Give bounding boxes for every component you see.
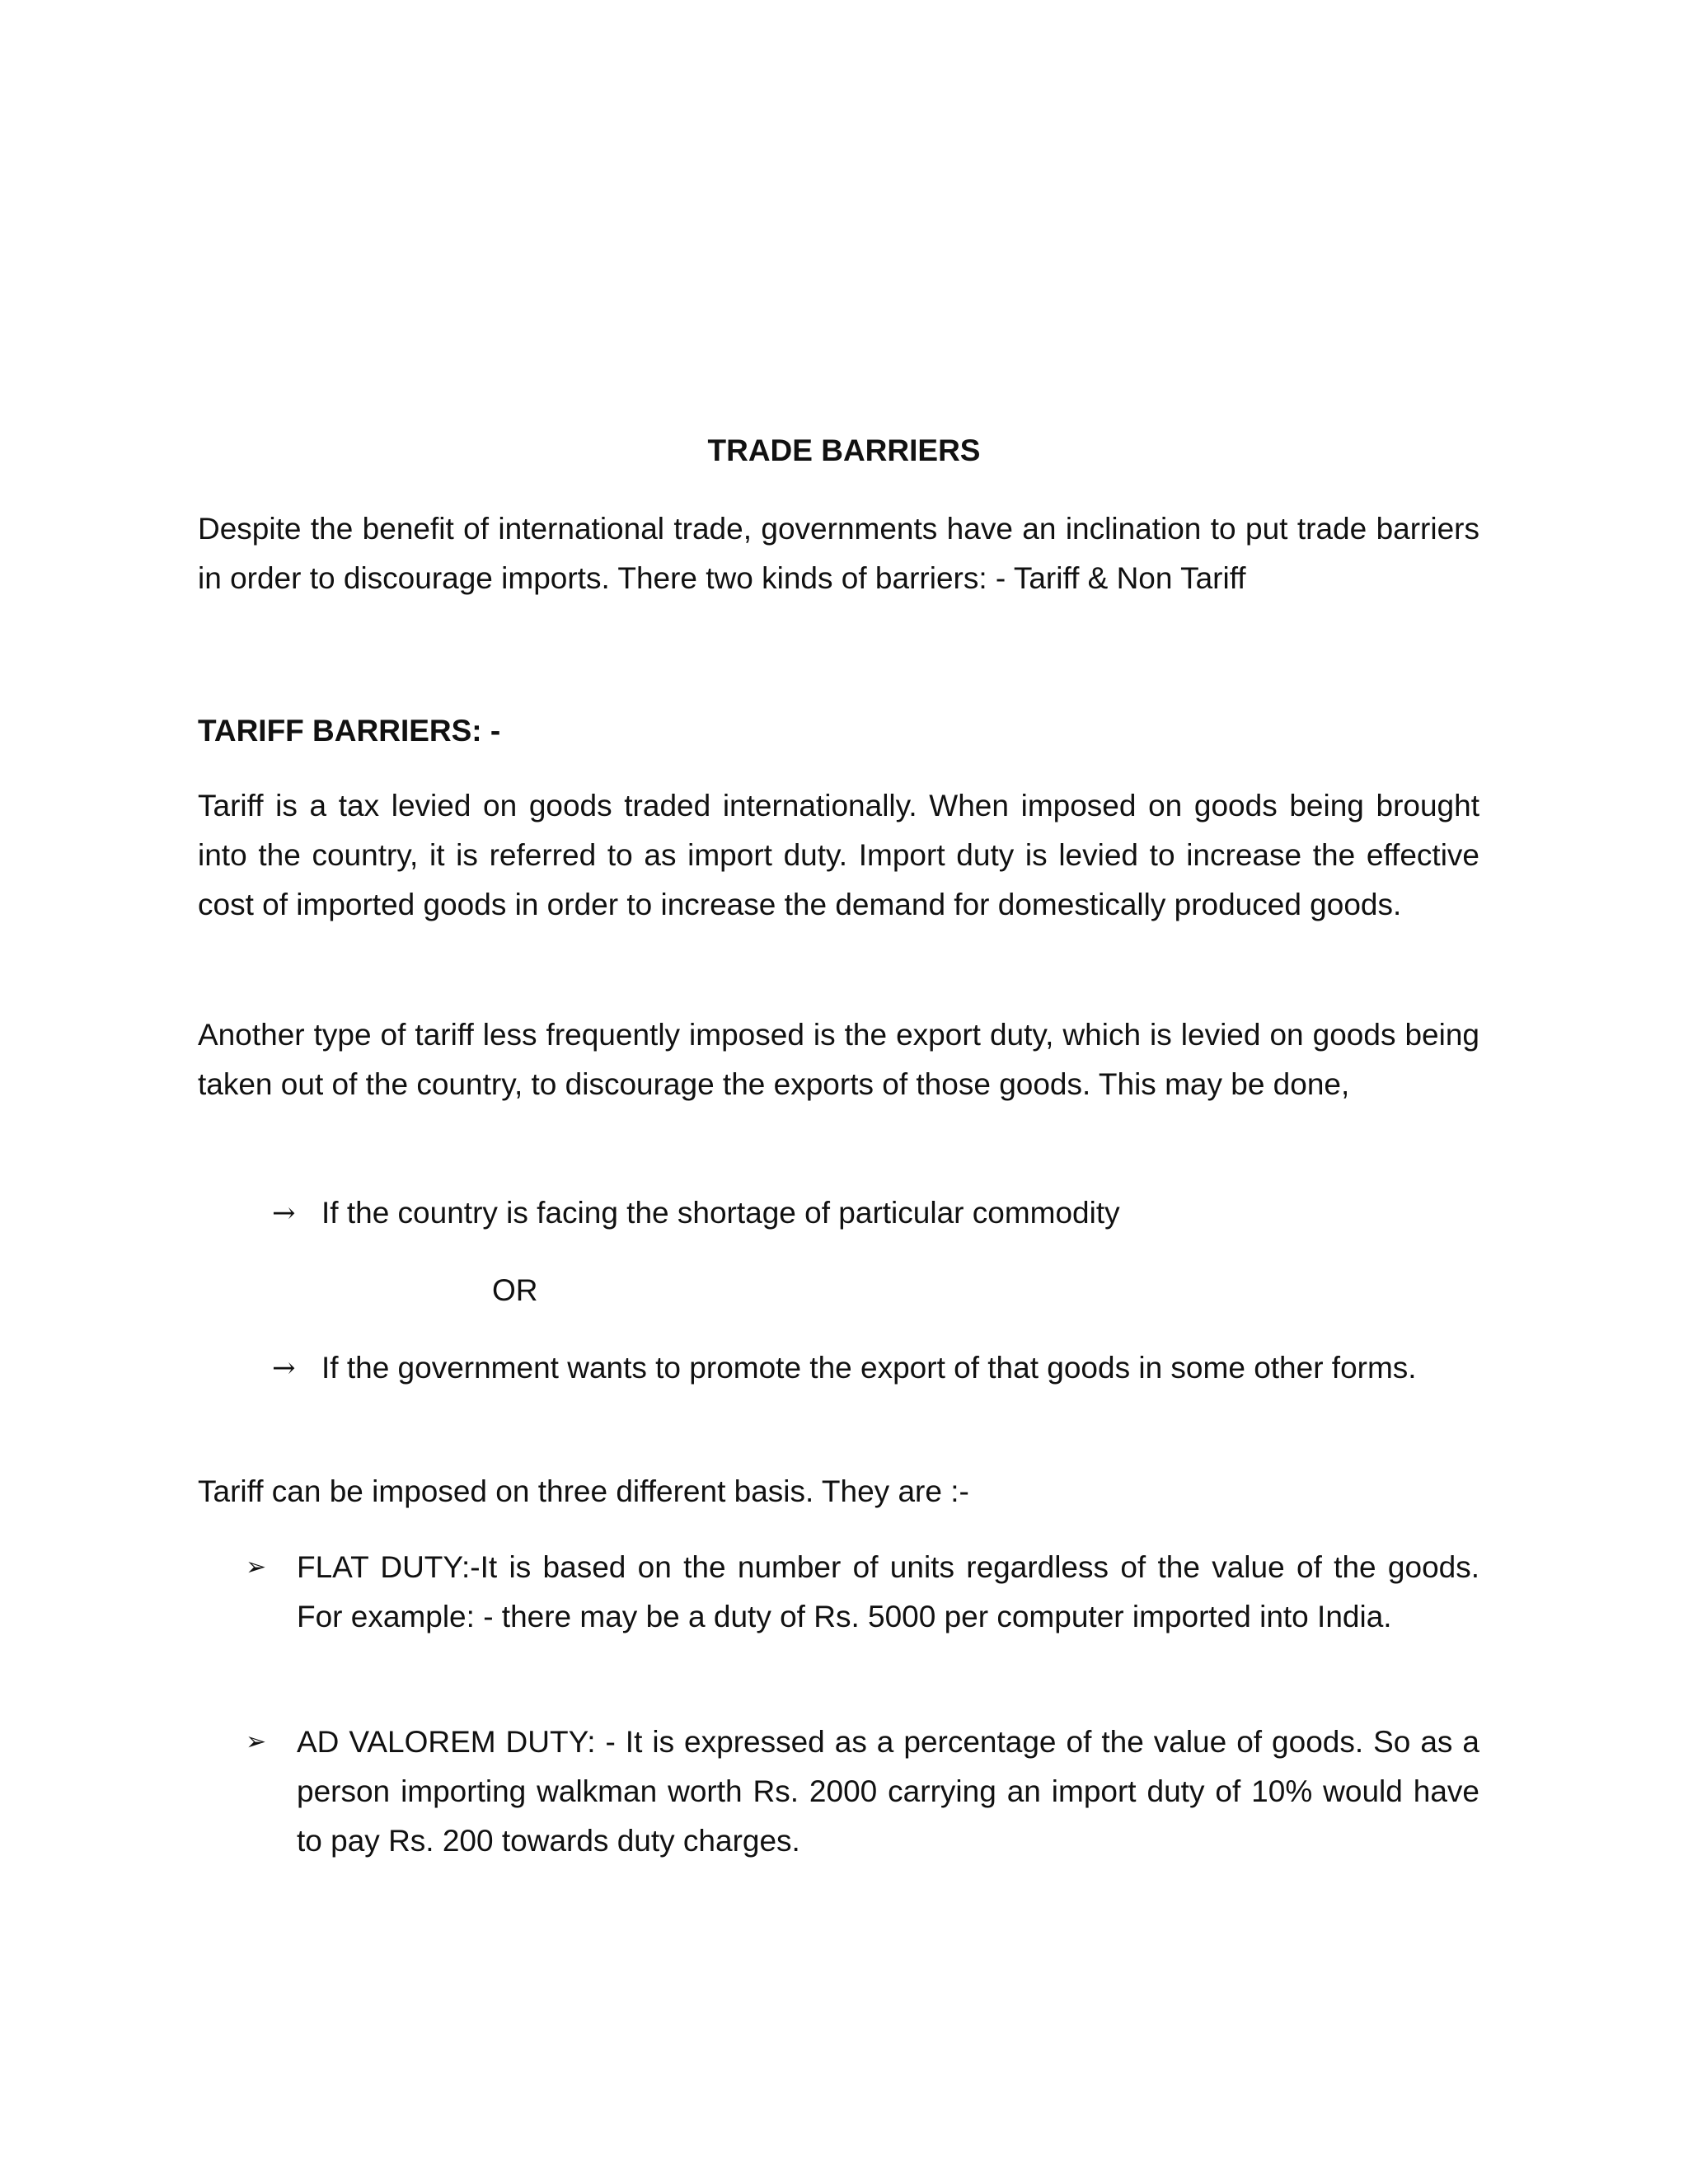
or-separator: OR: [492, 1273, 538, 1307]
tariff-basis-paragraph: Tariff can be imposed on three different basis. They are :-: [198, 1474, 969, 1508]
arrowhead-bullet-icon: ➢: [246, 1727, 267, 1756]
export-duty-paragraph: Another type of tariff less frequently imposed is the export duty, which is levied on goods being taken out of the country, to discourage the exports of those goods. This may be done,: [198, 1018, 1479, 1101]
tariff-definition-paragraph: Tariff is a tax levied on goods traded internationally. When imposed on goods being brought into the country, it is referred to as import duty. Import duty is levied to increase the effective cost of imported goods in order to increase the demand for domestically produced goods.: [198, 789, 1479, 921]
page-title: TRADE BARRIERS: [707, 434, 981, 467]
intro-paragraph: Despite the benefit of international trade, governments have an inclination to put trade barriers in order to discourage imports. There two kinds of barriers: - Tariff & Non Tariff: [198, 512, 1479, 595]
section-heading-tariff-barriers: TARIFF BARRIERS: -: [198, 714, 501, 748]
right-arrow-icon: →: [272, 1197, 296, 1230]
right-arrow-icon: →: [272, 1352, 296, 1385]
bullet-text: FLAT DUTY:-It is based on the number of units regardless of the value of the goods. For example: - there may be a duty of Rs. 5000 per computer imported into India.: [297, 1550, 1479, 1633]
bullet-text: AD VALOREM DUTY: - It is expressed as a percentage of the value of goods. So as a person importing walkman worth Rs. 2000 carrying an import duty of 10% would have to pay Rs. 200 towards duty charges.: [297, 1725, 1479, 1858]
arrowhead-bullet-icon: ➢: [246, 1553, 267, 1582]
condition-text: If the country is facing the shortage of particular commodity: [321, 1196, 1120, 1230]
condition-text: If the government wants to promote the export of that goods in some other forms.: [321, 1351, 1417, 1385]
